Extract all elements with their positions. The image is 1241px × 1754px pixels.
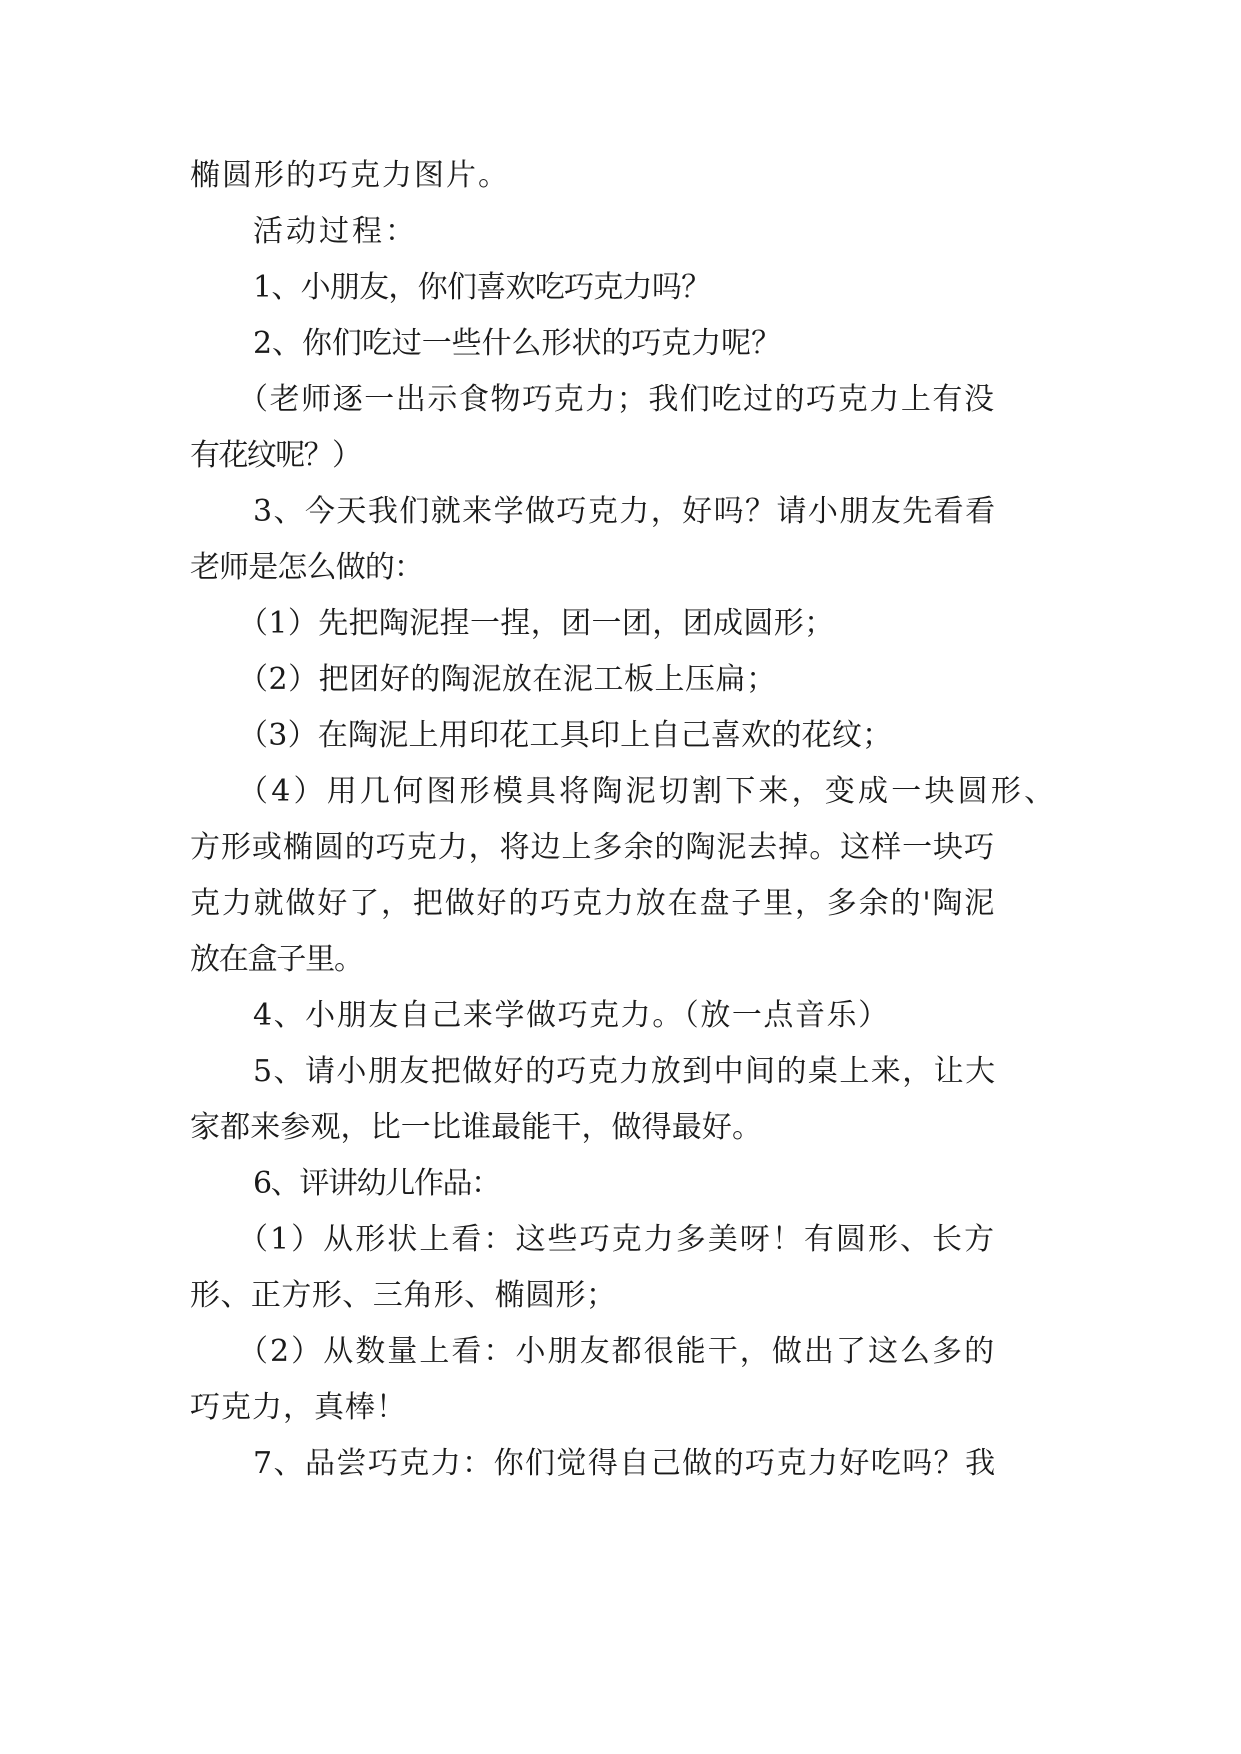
text-line: 6、评讲幼儿作品：: [253, 1166, 500, 1201]
text-line: 巧克力，真棒！: [190, 1390, 407, 1425]
text-line: 方形或椭圆的巧克力，将边上多余的陶泥去掉。这样一块巧: [190, 830, 995, 865]
text-line: （4）用几何图形模具将陶泥切割下来，变成一块圆形、: [238, 774, 1058, 809]
text-line: 3、今天我们就来学做巧克力，好吗？请小朋友先看看: [253, 494, 997, 529]
text-line: 7、品尝巧克力：你们觉得自己做的巧克力好吃吗？我: [253, 1446, 997, 1481]
text-line: 活动过程：: [253, 214, 418, 249]
text-line: 老师是怎么做的：: [190, 550, 424, 585]
text-line: （1）从形状上看：这些巧克力多美呀！有圆形、长方: [238, 1222, 997, 1257]
text-line: 有花纹呢？）: [190, 438, 361, 473]
text-line: （老师逐一出示食物巧克力；我们吃过的巧克力上有没: [238, 382, 996, 417]
text-line: （2）从数量上看：小朋友都很能干，做出了这么多的: [238, 1334, 997, 1369]
text-line: 椭圆形的巧克力图片。: [190, 158, 510, 193]
text-line: （2）把团好的陶泥放在泥工板上压扁；: [238, 662, 777, 697]
text-line: （1）先把陶泥捏一捏，团一团，团成圆形；: [238, 606, 835, 641]
text-line: 形、正方形、三角形、椭圆形；: [190, 1278, 617, 1313]
text-line: 4、小朋友自己来学做巧克力。（放一点音乐）: [253, 998, 890, 1033]
text-line: （3）在陶泥上用印花工具印上自己喜欢的花纹；: [238, 718, 893, 753]
text-line: 1、小朋友，你们喜欢吃巧克力吗？: [253, 270, 711, 305]
text-line: 克力就做好了，把做好的巧克力放在盘子里，多余的'陶泥: [190, 886, 997, 921]
text-line: 2、你们吃过一些什么形状的巧克力呢？: [253, 326, 782, 361]
text-line: 家都来参观，比一比谁最能干，做得最好。: [190, 1110, 763, 1145]
text-line: 5、请小朋友把做好的巧克力放到中间的桌上来，让大: [253, 1054, 997, 1089]
text-line: 放在盒子里。: [190, 942, 363, 977]
